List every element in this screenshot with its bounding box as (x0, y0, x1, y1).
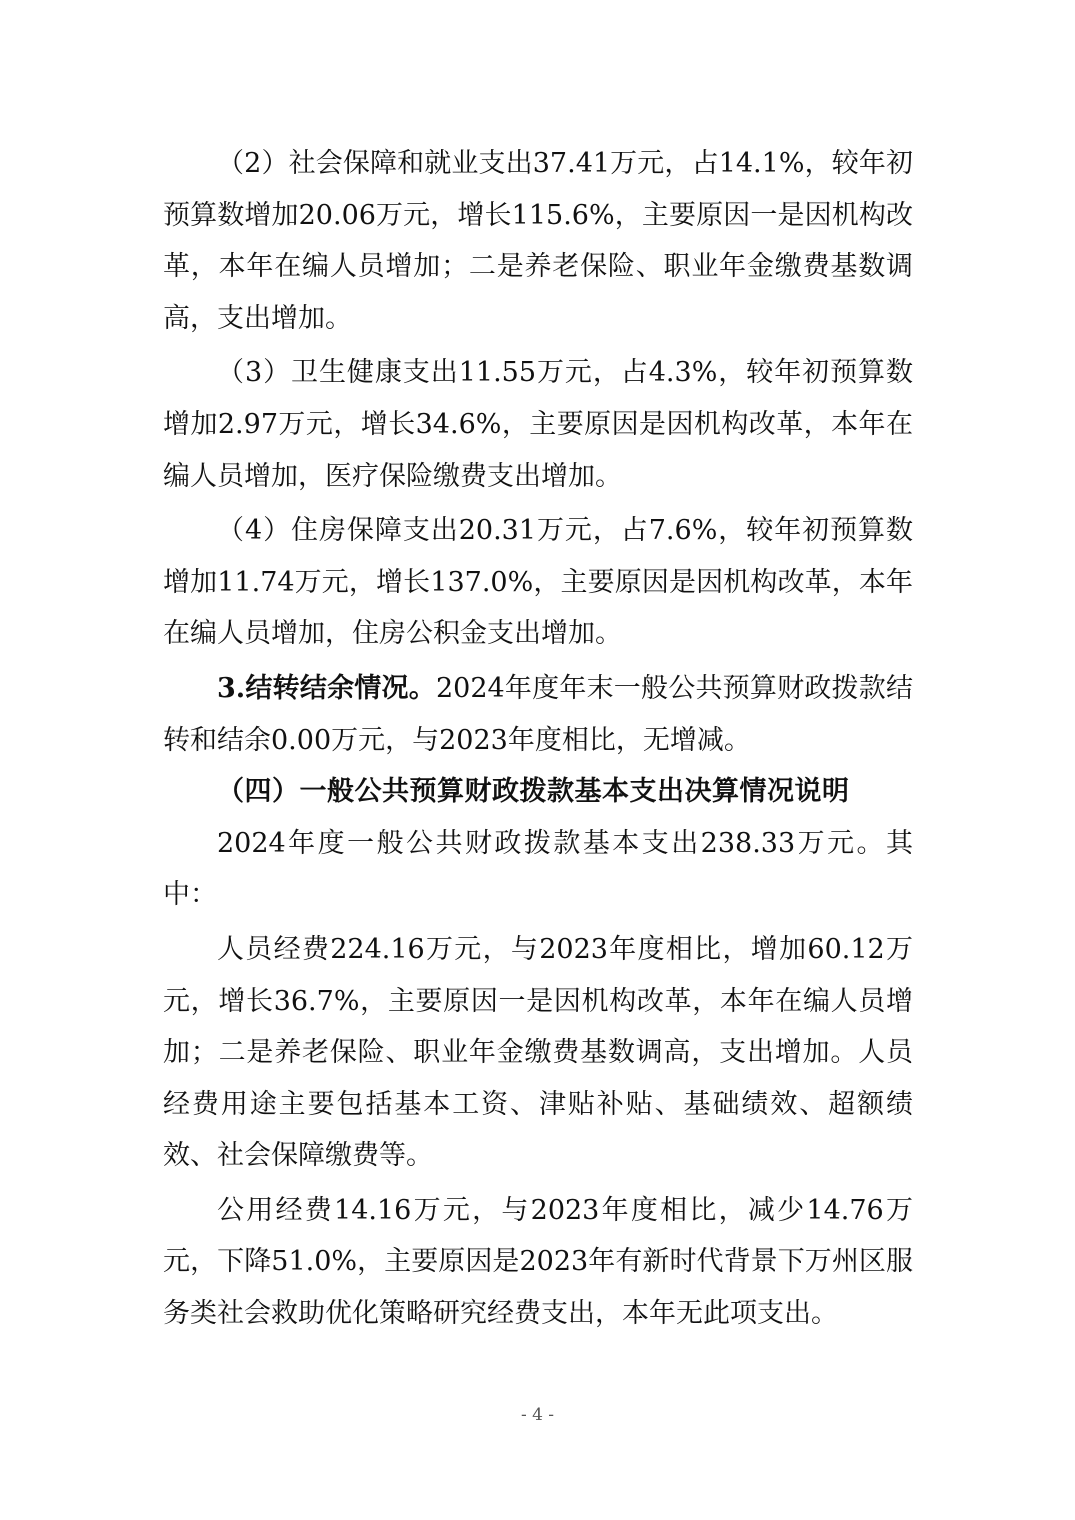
paragraph-social-security: （2）社会保障和就业支出37.41万元，占14.1%，较年初预算数增加20.06万元，增长115.6%，主要原因一是因机构改革，本年在编人员增加；二是养老保险、职业年金缴费基数调高，支出增加。 (163, 148, 913, 334)
carryover-lead: 3.结转结余情况。 (217, 672, 436, 704)
body-text (163, 138, 913, 1340)
paragraph-carryover (163, 663, 913, 766)
section-heading-basic-expenditure: （四）一般公共预算财政拨款基本支出决算情况说明 (217, 776, 850, 808)
page-number: - 4 - (520, 1405, 555, 1425)
paragraph-health: （3）卫生健康支出11.55万元，占4.3%，较年初预算数增加2.97万元，增长34.6%，主要原因是因机构改革，本年在编人员增加，医疗保险缴费支出增加。 (163, 357, 913, 492)
paragraph-public-expenses: 公用经费14.16万元，与2023年度相比，减少14.76万元，下降51.0%，主要原因是2023年有新时代背景下万州区服务类社会救助优化策略研究经费支出，本年无此项支出。 (163, 1194, 913, 1330)
paragraph-housing: （4）住房保障支出20.31万元，占7.6%，较年初预算数增加11.74万元，增长137.0%，主要原因是因机构改革，本年在编人员增加，住房公积金支出增加。 (163, 515, 913, 650)
carryover-body: 2024年度年末一般公共预算财政拨款结转和结余0.00万元，与2023年度相比，无增减。 (163, 672, 914, 756)
paragraph-personnel-expenses: 人员经费224.16万元，与2023年度相比，增加60.12万元，增长36.7%，主要原因一是因机构改革，本年在编人员增加；二是养老保险、职业年金缴费基数调高，支出增加。人员经费用途主要包括基本工资、津贴补贴、基础绩效、超额绩效、社会保障缴费等。 (163, 933, 913, 1172)
paragraph-basic-expenditure-total: 2024年度一般公共财政拨款基本支出238.33万元。其中： (163, 827, 913, 911)
